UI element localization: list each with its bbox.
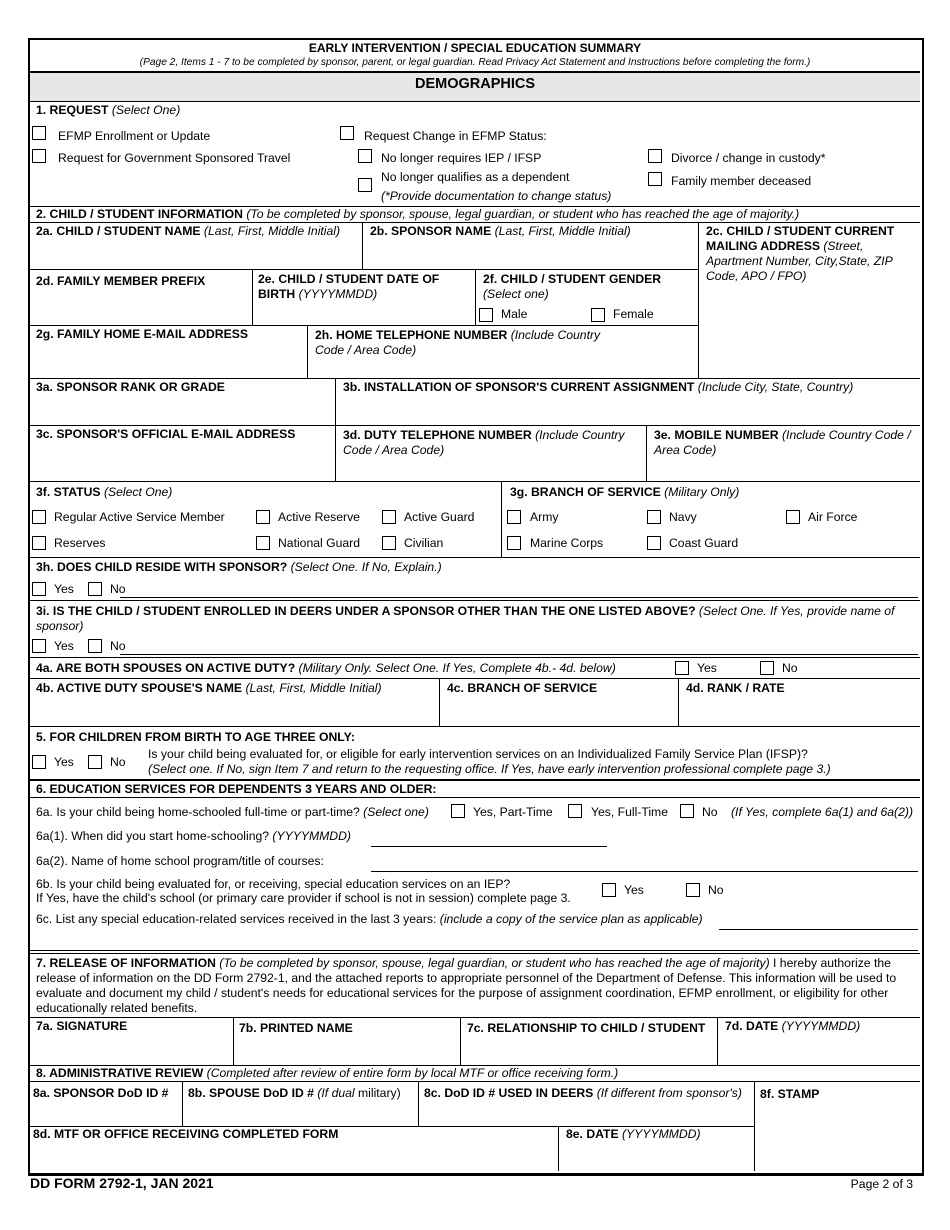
- education-services-label: 6. EDUCATION SERVICES FOR DEPENDENTS 3 YEARS AND OLDER:: [36, 782, 437, 796]
- reside-with-sponsor-label: 3h. DOES CHILD RESIDE WITH SPONSOR? (Select One. If No, Explain.): [36, 560, 442, 574]
- sponsor-dod-id-label: 8a. SPONSOR DoD ID #: [33, 1086, 169, 1100]
- deers-no-checkbox[interactable]: [88, 639, 102, 653]
- both-active-no-checkbox[interactable]: [760, 661, 774, 675]
- air-force-label: Air Force: [808, 510, 858, 524]
- iep-note: If Yes, have the child's school (or primary care provider if school is not in session) complete page 3.: [36, 891, 571, 905]
- travel-checkbox[interactable]: [32, 149, 46, 163]
- divorce-label: Divorce / change in custody*: [671, 151, 826, 165]
- active-guard-checkbox[interactable]: [382, 510, 396, 524]
- reside-yes-label: Yes: [54, 582, 74, 596]
- iep-no-label: No: [708, 883, 724, 897]
- admin-review-label: 8. ADMINISTRATIVE REVIEW (Completed after review of entire form by local MTF or office receiving form.): [36, 1066, 619, 1080]
- deceased-checkbox[interactable]: [648, 172, 662, 186]
- mobile-number-label: 3e. MOBILE NUMBER (Include Country Code / Area Code): [654, 428, 911, 457]
- ifsp-question: Is your child being evaluated for, or eligible for early intervention services on an Individualized Family Service Plan (IFSP)?: [148, 747, 808, 761]
- relationship-label: 7c. RELATIONSHIP TO CHILD / STUDENT: [467, 1021, 706, 1035]
- marine-corps-label: Marine Corps: [530, 536, 604, 550]
- no-iep-checkbox[interactable]: [358, 149, 372, 163]
- homeschool-full-checkbox[interactable]: [568, 804, 582, 818]
- installation-label: 3b. INSTALLATION OF SPONSOR'S CURRENT ASSIGNMENT (Include City, State, Country): [343, 380, 854, 394]
- iep-yes-label: Yes: [624, 883, 644, 897]
- both-active-no-label: No: [782, 661, 798, 675]
- change-status-label: Request Change in EFMP Status:: [364, 129, 547, 143]
- divorce-checkbox[interactable]: [648, 149, 662, 163]
- army-checkbox[interactable]: [507, 510, 521, 524]
- homeschool-part-label: Yes, Part-Time: [473, 805, 553, 819]
- homeschool-question: 6a. Is your child being home-schooled full-time or part-time? (Select one): [36, 805, 429, 819]
- form-number: DD FORM 2792-1, JAN 2021: [30, 1175, 214, 1191]
- deers-yes-label: Yes: [54, 639, 74, 653]
- iep-yes-checkbox[interactable]: [602, 883, 616, 897]
- ifsp-note: (Select one. If No, sign Item 7 and return to the requesting office. If Yes, have early intervention professional complete page 3.): [148, 762, 831, 776]
- civilian-label: Civilian: [404, 536, 444, 550]
- coast-guard-checkbox[interactable]: [647, 536, 661, 550]
- signature-label: 7a. SIGNATURE: [36, 1019, 128, 1033]
- services-list-label: 6c. List any special education-related services received in the last 3 years: (include a copy of the service plan as applicable): [36, 912, 703, 926]
- change-status-checkbox[interactable]: [340, 126, 354, 140]
- reserves-checkbox[interactable]: [32, 536, 46, 550]
- active-reserve-checkbox[interactable]: [256, 510, 270, 524]
- ifsp-no-checkbox[interactable]: [88, 755, 102, 769]
- deers-yes-checkbox[interactable]: [32, 639, 46, 653]
- navy-label: Navy: [669, 510, 697, 524]
- ifsp-yes-checkbox[interactable]: [32, 755, 46, 769]
- release-of-information-text: 7. RELEASE OF INFORMATION (To be completed by sponsor, spouse, legal guardian, or student who has reached the age of majority) I hereby authorize the release of information on the DD Form 2792-1, and the attached reports to appropriate personnel of the Department of Defense. This information will be used to evaluate and document my child / student's needs for educational services for the purpose of assignment coordination, EFMP enrollment, or eligibility for other educationally related benefits.: [36, 956, 897, 1015]
- services-list-field[interactable]: [719, 929, 918, 930]
- air-force-checkbox[interactable]: [786, 510, 800, 524]
- sponsor-email-label: 3c. SPONSOR'S OFFICIAL E-MAIL ADDRESS: [36, 427, 296, 441]
- receiving-date-label: 8e. DATE (YYYYMMDD): [566, 1127, 701, 1141]
- ifsp-yes-label: Yes: [54, 755, 74, 769]
- stamp-label: 8f. STAMP: [760, 1087, 820, 1101]
- page-number: Page 2 of 3: [850, 1177, 913, 1191]
- spouse-branch-label: 4c. BRANCH OF SERVICE: [447, 681, 598, 695]
- marine-corps-checkbox[interactable]: [507, 536, 521, 550]
- gender-label: 2f. CHILD / STUDENT GENDER: [483, 272, 662, 286]
- no-iep-label: No longer requires IEP / IFSP: [381, 151, 542, 165]
- status-label: 3f. STATUS (Select One): [36, 485, 173, 499]
- travel-label: Request for Government Sponsored Travel: [58, 151, 291, 165]
- regular-active-checkbox[interactable]: [32, 510, 46, 524]
- male-checkbox[interactable]: [479, 308, 493, 322]
- child-name-label: 2a. CHILD / STUDENT NAME (Last, First, Middle Initial): [36, 224, 341, 238]
- regular-active-label: Regular Active Service Member: [54, 510, 225, 524]
- deceased-label: Family member deceased: [671, 174, 812, 188]
- deers-other-sponsor-label: 3i. IS THE CHILD / STUDENT ENROLLED IN DEERS UNDER A SPONSOR OTHER THAN THE ONE LISTED ABOVE? (Select One. If Yes, provide name of sponsor): [36, 604, 895, 633]
- sponsor-rank-label: 3a. SPONSOR RANK OR GRADE: [36, 380, 225, 394]
- branch-label: 3g. BRANCH OF SERVICE (Military Only): [510, 485, 740, 499]
- spouse-rank-label: 4d. RANK / RATE: [686, 681, 785, 695]
- active-reserve-label: Active Reserve: [278, 510, 360, 524]
- no-dependent-checkbox[interactable]: [358, 178, 372, 192]
- female-label: Female: [613, 307, 654, 321]
- spouse-name-label: 4b. ACTIVE DUTY SPOUSE'S NAME (Last, First, Middle Initial): [36, 681, 382, 695]
- homeschool-program-label: 6a(2). Name of home school program/title of courses:: [36, 854, 324, 868]
- both-active-yes-label: Yes: [697, 661, 717, 675]
- reside-no-checkbox[interactable]: [88, 582, 102, 596]
- reside-no-label: No: [110, 582, 126, 596]
- deers-no-label: No: [110, 639, 126, 653]
- home-phone-label: 2h. HOME TELEPHONE NUMBER (Include Country Code / Area Code): [315, 328, 601, 357]
- birth-to-three-label: 5. FOR CHILDREN FROM BIRTH TO AGE THREE ONLY:: [36, 730, 355, 744]
- efmp-checkbox[interactable]: [32, 126, 46, 140]
- home-email-label: 2g. FAMILY HOME E-MAIL ADDRESS: [36, 327, 248, 341]
- form-subtitle: (Page 2, Items 1 - 7 to be completed by sponsor, parent, or legal guardian. Read Privacy Act Statement and Instructions before completing the form.): [139, 57, 811, 68]
- duty-phone-label: 3d. DUTY TELEPHONE NUMBER (Include Country Code / Area Code): [343, 428, 625, 457]
- homeschool-part-checkbox[interactable]: [451, 804, 465, 818]
- ifsp-no-label: No: [110, 755, 126, 769]
- active-guard-label: Active Guard: [404, 510, 475, 524]
- female-checkbox[interactable]: [591, 308, 605, 322]
- mailing-address-label: 2c. CHILD / STUDENT CURRENT MAILING ADDRESS (Street, Apartment Number, City,State, ZIP Code, APO / FPO): [706, 224, 895, 283]
- deers-dod-id-label: 8c. DoD ID # USED IN DEERS (If different from sponsor's): [424, 1086, 742, 1100]
- coast-guard-label: Coast Guard: [669, 536, 739, 550]
- family-prefix-label: 2d. FAMILY MEMBER PREFIX: [36, 274, 206, 288]
- child-info-label: 2. CHILD / STUDENT INFORMATION (To be completed by sponsor, spouse, legal guardian, or student who has reached the age of majority.): [36, 207, 800, 221]
- homeschool-no-checkbox[interactable]: [680, 804, 694, 818]
- gender-hint: (Select one): [483, 287, 549, 301]
- homeschool-full-label: Yes, Full-Time: [591, 805, 668, 819]
- printed-name-label: 7b. PRINTED NAME: [239, 1021, 353, 1035]
- form-title: EARLY INTERVENTION / SPECIAL EDUCATION SUMMARY: [308, 41, 642, 55]
- civilian-checkbox[interactable]: [382, 536, 396, 550]
- sponsor-name-label: 2b. SPONSOR NAME (Last, First, Middle Initial): [370, 224, 631, 238]
- receiving-office-label: 8d. MTF OR OFFICE RECEIVING COMPLETED FORM: [33, 1127, 339, 1141]
- homeschool-program-field[interactable]: [371, 871, 918, 872]
- request-label: 1. REQUEST (Select One): [36, 103, 181, 117]
- homeschool-no-label: No: [702, 805, 718, 819]
- reside-yes-checkbox[interactable]: [32, 582, 46, 596]
- homeschool-start-field[interactable]: [371, 846, 607, 847]
- national-guard-checkbox[interactable]: [256, 536, 270, 550]
- iep-question: 6b. Is your child being evaluated for, or receiving, special education services on an IEP?: [36, 877, 511, 891]
- both-active-label: 4a. ARE BOTH SPOUSES ON ACTIVE DUTY? (Military Only. Select One. If Yes, Complete 4b.- 4d. below): [36, 661, 616, 675]
- homeschool-note: (If Yes, complete 6a(1) and 6a(2)): [731, 805, 914, 819]
- national-guard-label: National Guard: [278, 536, 360, 550]
- signature-date-label: 7d. DATE (YYYYMMDD): [725, 1019, 861, 1033]
- no-dependent-label: No longer qualifies as a dependent: [381, 170, 570, 184]
- dob-label: 2e. CHILD / STUDENT DATE OF BIRTH (YYYYMMDD): [258, 272, 440, 301]
- both-active-yes-checkbox[interactable]: [675, 661, 689, 675]
- reserves-label: Reserves: [54, 536, 106, 550]
- spouse-dod-id-label: 8b. SPOUSE DoD ID # (If dual military): [188, 1086, 401, 1100]
- efmp-label: EFMP Enrollment or Update: [58, 129, 211, 143]
- army-label: Army: [530, 510, 559, 524]
- documentation-note: (*Provide documentation to change status): [381, 189, 612, 203]
- navy-checkbox[interactable]: [647, 510, 661, 524]
- section-title: DEMOGRAPHICS: [414, 76, 536, 92]
- male-label: Male: [501, 307, 528, 321]
- homeschool-start-label: 6a(1). When did you start home-schooling? (YYYYMMDD): [36, 829, 351, 843]
- services-list-field-2[interactable]: [30, 950, 918, 951]
- iep-no-checkbox[interactable]: [686, 883, 700, 897]
